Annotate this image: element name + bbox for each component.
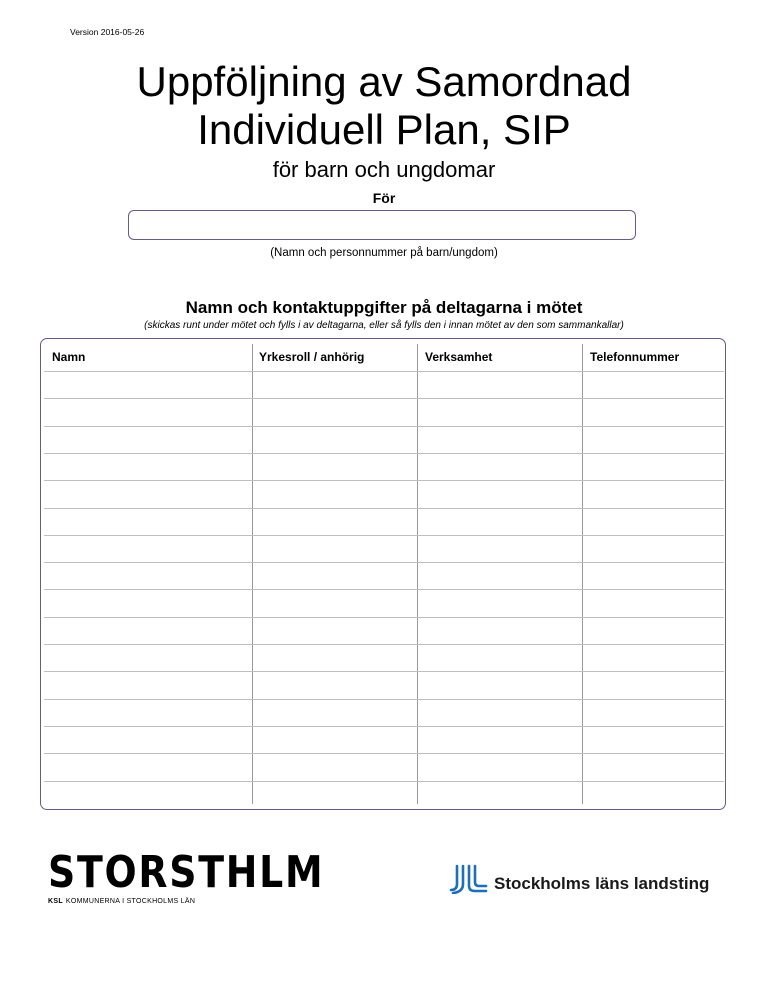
table-row[interactable]: [44, 699, 724, 700]
storsthlm-logo-wordmark: STORSTHLM: [48, 847, 325, 898]
column-header-role: Yrkesroll / anhörig: [259, 350, 365, 364]
section-title: Namn och kontaktuppgifter på deltagarna i mötet: [185, 298, 583, 317]
sll-logo: [448, 864, 709, 894]
column-header-name: Namn: [52, 350, 86, 364]
page-title: [0, 58, 768, 154]
participants-table: [40, 338, 726, 810]
page-subtitle: för barn och ungdomar: [272, 157, 496, 182]
table-row[interactable]: [44, 535, 724, 536]
for-label: För: [372, 190, 396, 206]
table-row[interactable]: [44, 781, 724, 782]
table-row[interactable]: [44, 508, 724, 509]
title-line-1: Uppföljning av Samordnad: [136, 58, 632, 105]
column-divider: [417, 344, 418, 804]
table-row[interactable]: [44, 726, 724, 727]
title-line-2: Individuell Plan, SIP: [197, 106, 571, 153]
table-row[interactable]: [44, 644, 724, 645]
table-row[interactable]: [44, 371, 724, 372]
table-row[interactable]: [44, 453, 724, 454]
version-label: Version 2016-05-26: [70, 27, 145, 37]
table-row[interactable]: [44, 753, 724, 754]
column-divider: [582, 344, 583, 804]
child-name-hint: (Namn och personnummer på barn/ungdom): [270, 247, 498, 259]
storsthlm-logo: [48, 847, 369, 905]
column-header-phone: Telefonnummer: [590, 350, 680, 364]
column-header-organization: Verksamhet: [425, 350, 493, 364]
table-row[interactable]: [44, 480, 724, 481]
table-row[interactable]: [44, 562, 724, 563]
table-row[interactable]: [44, 589, 724, 590]
child-name-field[interactable]: [128, 210, 636, 240]
storsthlm-logo-tagline: [48, 898, 369, 905]
section-note: (skickas runt under mötet och fylls i av deltagarna, eller så fylls den i innan mötet av den som sammankallar): [144, 320, 624, 331]
sll-logo-icon: [448, 864, 488, 894]
storsthlm-logo-prefix: KSL: [48, 898, 63, 905]
table-row[interactable]: [44, 398, 724, 399]
storsthlm-logo-tagline-text: KOMMUNERNA I STOCKHOLMS LÄN: [65, 898, 196, 905]
sll-logo-text: Stockholms läns landsting: [494, 874, 710, 893]
table-row[interactable]: [44, 426, 724, 427]
table-row[interactable]: [44, 671, 724, 672]
column-divider: [252, 344, 253, 804]
table-row[interactable]: [44, 617, 724, 618]
